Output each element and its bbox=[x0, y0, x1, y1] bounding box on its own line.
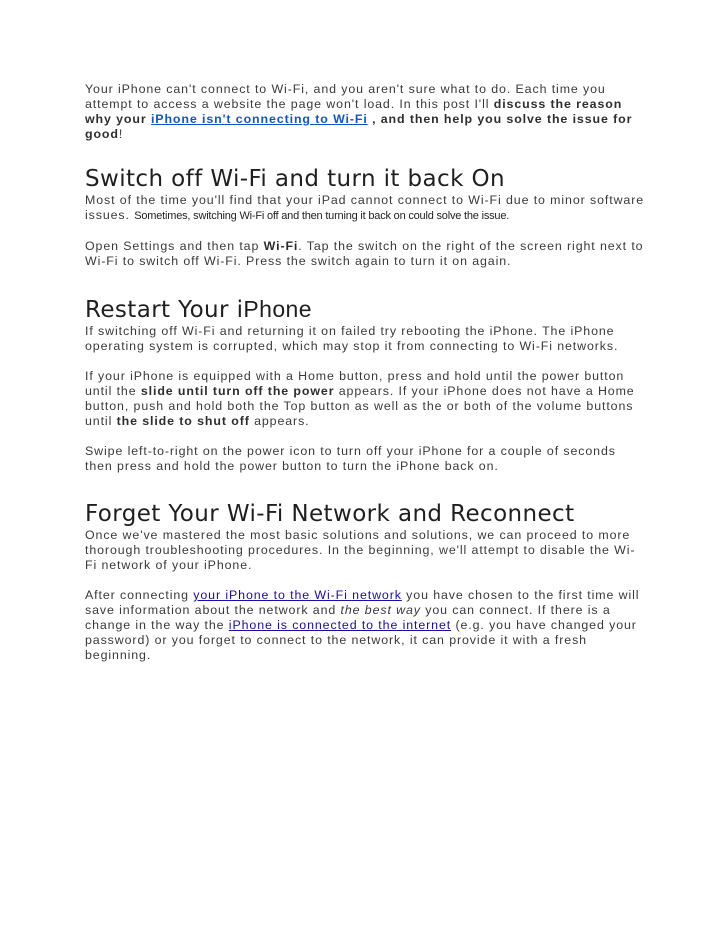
section1-note: Sometimes, switching Wi-Fi off and then turning it back on could solve the issue. bbox=[134, 210, 510, 222]
iphone-connected-internet-link[interactable]: iPhone is connected to the internet bbox=[228, 618, 452, 632]
section3-paragraph-1: Once we've mastered the most basic solutions and solutions, we can proceed to more thorough troubleshooting procedures. In the beginning, we'll attempt to disable the Wi-Fi network of your iPhone. bbox=[85, 528, 636, 572]
section2-p2-text: If your iPhone is equipped with a Home button, press and hold until the power button until the bbox=[85, 369, 625, 398]
section3-p2-middle: you have chosen to the first time will save information about the network and bbox=[85, 588, 640, 617]
section2-paragraph-2 bbox=[85, 369, 645, 429]
iphone-to-wifi-network-link[interactable]: your iPhone to the Wi-Fi network bbox=[193, 588, 402, 602]
section1-paragraph-1 bbox=[85, 193, 645, 224]
section1-paragraph-2 bbox=[85, 239, 645, 269]
intro-bold-text-end: , and then help you solve the issue for good bbox=[85, 112, 633, 141]
slide-to-shut-off-bold: the slide to shut off bbox=[116, 414, 250, 428]
heading-switch-off-wifi: Switch off Wi-Fi and turn it back On bbox=[85, 166, 505, 192]
heading-restart-part-b: Phone bbox=[243, 296, 312, 322]
wifi-bold: Wi-Fi bbox=[263, 239, 299, 253]
slide-to-power-off-bold: slide until turn off the power bbox=[140, 384, 335, 398]
iphone-not-connecting-link[interactable]: iPhone isn't connecting to Wi-Fi bbox=[150, 112, 368, 126]
intro-bold-text: discuss the reason why your bbox=[85, 97, 623, 126]
section1-p2-text: Open Settings and then tap bbox=[85, 239, 264, 253]
section3-p2-middle-2: you can connect. If there is a change in the way the bbox=[85, 603, 611, 632]
heading-restart-part-a: Restart Your i bbox=[85, 297, 244, 323]
section2-paragraph-3: Swipe left-to-right on the power icon to turn off your iPhone for a couple of seconds then press and hold the power button to turn the iPhone back on. bbox=[85, 444, 616, 473]
section3-p2-text: After connecting bbox=[85, 588, 194, 602]
section2-p2-end: appears. bbox=[249, 414, 310, 428]
heading-restart-iphone bbox=[85, 295, 645, 324]
section1-text: Most of the time you'll find that your iPad cannot connect to Wi-Fi due to minor software issues. bbox=[85, 193, 645, 222]
section3-paragraph-2 bbox=[85, 588, 645, 663]
best-way-italic: the best way bbox=[340, 603, 421, 617]
intro-paragraph bbox=[85, 82, 645, 142]
heading-forget-network: Forget Your Wi-Fi Network and Reconnect bbox=[85, 501, 575, 527]
article-body bbox=[85, 82, 645, 663]
section2-paragraph-1: If switching off Wi-Fi and returning it on failed try rebooting the iPhone. The iPhone operating system is corrupted, which may stop it from connecting to Wi-Fi networks. bbox=[85, 324, 619, 353]
section3-p2-end: (e.g. you have changed your password) or you forget to connect to the network, it can provide it with a fresh beginning. bbox=[85, 618, 637, 662]
section1-p2-rest: . Tap the switch on the right of the screen right next to Wi-Fi to switch off Wi-Fi. Press the switch again to turn it on again. bbox=[85, 239, 644, 268]
intro-exclamation: ! bbox=[118, 127, 124, 141]
section2-p2-middle: appears. If your iPhone does not have a Home button, push and hold both the Top button as well as the or both of the volume buttons until bbox=[85, 384, 635, 428]
intro-text: Your iPhone can't connect to Wi-Fi, and you aren't sure what to do. Each time you attempt to access a website the page won't load. In this post I'll bbox=[85, 82, 606, 111]
